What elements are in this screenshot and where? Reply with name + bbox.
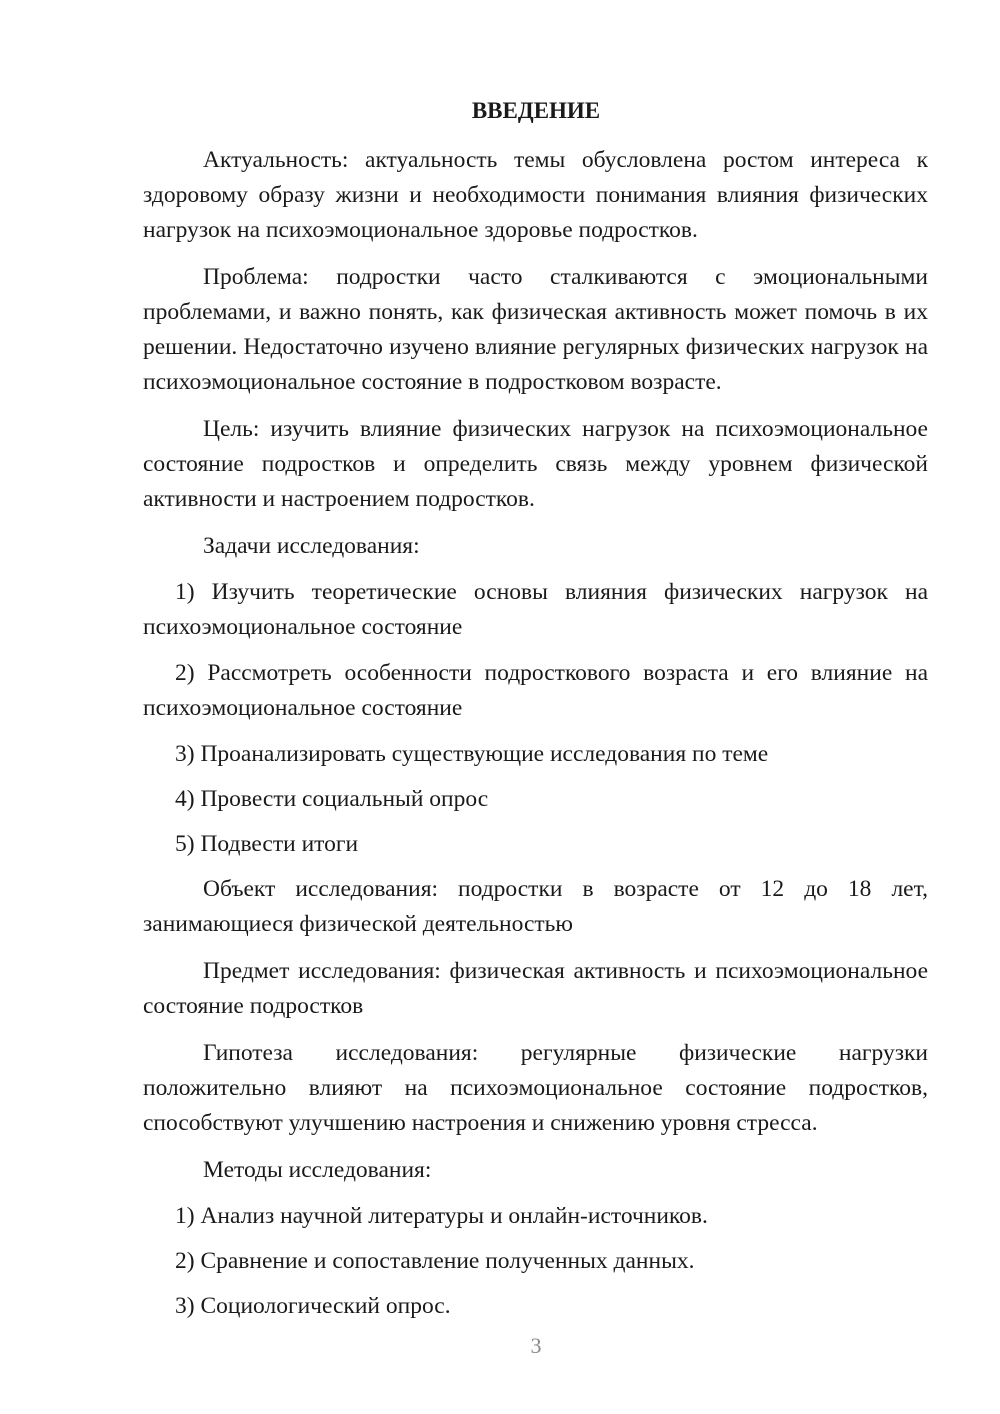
list-item: 1) Анализ научной литературы и онлайн-источников. xyxy=(175,1203,708,1229)
document-body xyxy=(143,143,928,1334)
object-paragraph: Объект исследования: подростки в возрасте от 12 до 18 лет, занимающиеся физической деятельностью xyxy=(143,876,928,937)
methods-heading: Методы исследования: xyxy=(203,1157,432,1183)
subject-paragraph: Предмет исследования: физическая активность и психоэмоциональное состояние подростков xyxy=(143,958,928,1019)
page-number: 3 xyxy=(530,1333,542,1358)
list-item: 3) Социологический опрос. xyxy=(175,1293,451,1319)
list-item: 2) Рассмотреть особенности подросткового возраста и его влияние на психоэмоциональное состояние xyxy=(143,660,928,721)
hypothesis-paragraph: Гипотеза исследования: регулярные физические нагрузки положительно влияют на психоэмоциональное состояние подростков, способствуют улучшению настроения и снижению уровня стресса. xyxy=(143,1040,928,1136)
methods-list xyxy=(143,1199,928,1324)
list-item: 2) Сравнение и сопоставление полученных данных. xyxy=(175,1248,695,1274)
tasks-heading: Задачи исследования: xyxy=(203,533,420,559)
problem-paragraph: Проблема: подростки часто сталкиваются с эмоциональными проблемами, и важно понять, как физическая активность может помочь в их решении. Недостаточно изучено влияние регулярных физических нагрузок на психоэмоциональное состояние в подростковом возрасте. xyxy=(143,264,928,395)
goal-paragraph: Цель: изучить влияние физических нагрузок на психоэмоциональное состояние подростков и определить связь между уровнем физической активности и настроением подростков. xyxy=(143,416,928,512)
page-title: ВВЕДЕНИЕ xyxy=(471,98,601,123)
list-item: 1) Изучить теоретические основы влияния физических нагрузок на психоэмоциональное состояние xyxy=(143,579,928,640)
list-item: 4) Провести социальный опрос xyxy=(175,786,489,812)
relevance-paragraph: Актуальность: актуальность темы обусловлена ростом интереса к здоровому образу жизни и необходимости понимания влияния физических нагрузок на психоэмоциональное здоровье подростков. xyxy=(143,147,928,243)
list-item: 5) Подвести итоги xyxy=(175,831,359,857)
list-item: 3) Проанализировать существующие исследования по теме xyxy=(175,741,769,767)
tasks-list xyxy=(143,575,928,862)
